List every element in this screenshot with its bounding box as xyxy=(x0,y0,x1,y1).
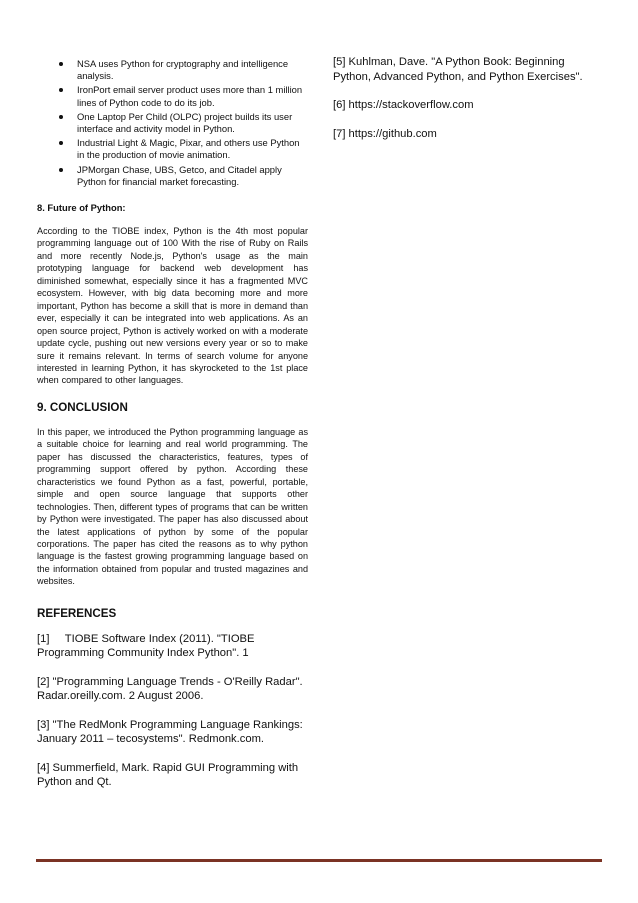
list-item xyxy=(37,164,308,188)
reference-link[interactable]: [7] https://github.com xyxy=(333,127,437,140)
bullet-text: NSA uses Python for cryptography and intelligence analysis. xyxy=(77,58,289,82)
list-item xyxy=(37,111,308,135)
references-heading: REFERENCES xyxy=(37,606,117,620)
right-column xyxy=(333,55,605,155)
list-item xyxy=(37,137,308,161)
bullet-icon xyxy=(59,141,63,145)
list-item xyxy=(37,84,308,108)
left-column xyxy=(37,58,308,804)
footer-rule xyxy=(36,859,602,862)
future-heading: 8. Future of Python: xyxy=(37,202,126,214)
future-paragraph: According to the TIOBE index, Python is the 4th most popular programming language out of 100 With the rise of Ruby on Rails and more recently Node.js, Python's usage as the main prototyping language for backend web development has diminished somewhat, especially since it has a fragmented MVC ecosystem. However, with big data becoming more and more important, Python has become a skill that is more in demand than ever, especially it can be integrated into web applications. As an open source project, Python is actively worked on with a moderate update cycle, pushing out new versions every year or so to make sure it remains relevant. In terms of search volume for anyone interested in learning Python, it has skyrocketed to the 1st place when compared to other languages. xyxy=(37,226,308,386)
reference-item: [4] Summerfield, Mark. Rapid GUI Programming with Python and Qt. xyxy=(37,761,299,789)
reference-item: [2] "Programming Language Trends - O'Reilly Radar". Radar.oreilly.com. 2 August 2006. xyxy=(37,675,303,703)
bullet-icon xyxy=(59,168,63,172)
reference-item: [5] Kuhlman, Dave. "A Python Book: Beginning Python, Advanced Python, and Python Exercises". xyxy=(333,56,583,83)
bullet-text: IronPort email server product uses more than 1 million lines of Python code to do its job. xyxy=(77,84,303,108)
reference-item: [3] "The RedMonk Programming Language Rankings: January 2011 – tecosystems". Redmonk.com. xyxy=(37,718,303,746)
list-item xyxy=(37,58,308,82)
bullet-text: Industrial Light & Magic, Pixar, and others use Python in the production of movie animation. xyxy=(77,137,300,161)
bullet-icon xyxy=(59,115,63,119)
reference-item: [1] TIOBE Software Index (2011). "TIOBE Programming Community Index Python". 1 xyxy=(37,632,258,660)
bullet-icon xyxy=(59,62,63,66)
bullet-text: One Laptop Per Child (OLPC) project builds its user interface and activity model in Python. xyxy=(77,110,293,135)
conclusion-paragraph: In this paper, we introduced the Python programming language as a suitable choice for learning and real world programming. The paper has discussed the characteristics, features, types of programming support offered by python. According these characteristics we found Python as a fast, powerful, portable, simple and open source language that supports other technologies. Then, different types of programs that can be written by Python were investigated. The paper has also discussed about the latest applications of python by some of the popular corporations. The paper has cited the reasons as to why python language is the fastest growing programming language based on the information obtained from popular and trusted magazines and websites. xyxy=(37,426,308,587)
application-bullet-list xyxy=(37,58,308,188)
bullet-icon xyxy=(59,88,63,92)
reference-link[interactable]: [6] https://stackoverflow.com xyxy=(333,99,474,111)
bullet-text: JPMorgan Chase, UBS, Getco, and Citadel apply Python for financial market forecasting. xyxy=(77,163,282,187)
conclusion-heading: 9. CONCLUSION xyxy=(37,400,128,414)
